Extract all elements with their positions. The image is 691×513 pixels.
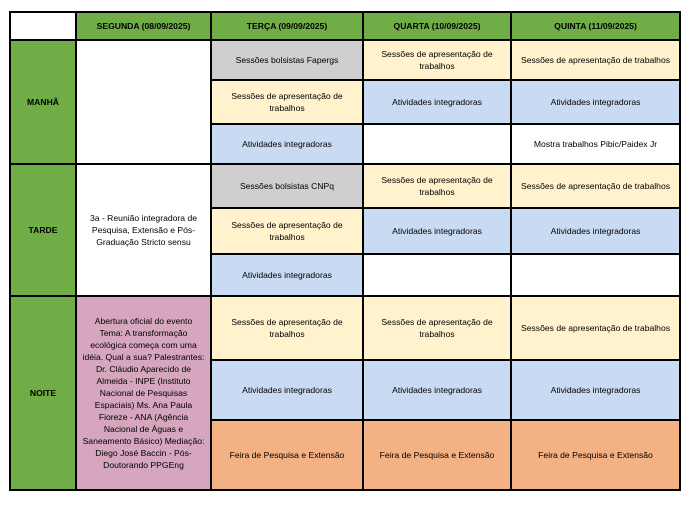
night-wednesday-1: Sessões de apresentação de trabalhos — [363, 296, 511, 360]
morning-tuesday-2: Sessões de apresentação de trabalhos — [211, 80, 363, 124]
afternoon-wednesday-1: Sessões de apresentação de trabalhos — [363, 164, 511, 208]
night-thursday-3: Feira de Pesquisa e Extensão — [511, 420, 680, 490]
afternoon-tuesday-3: Atividades integradoras — [211, 254, 363, 296]
afternoon-tuesday-2: Sessões de apresentação de trabalhos — [211, 208, 363, 254]
night-wednesday-2: Atividades integradoras — [363, 360, 511, 420]
header-wednesday: QUARTA (10/09/2025) — [363, 12, 511, 40]
night-tuesday-3: Feira de Pesquisa e Extensão — [211, 420, 363, 490]
period-night: NOITE — [10, 296, 76, 490]
period-morning: MANHÃ — [10, 40, 76, 164]
header-monday: SEGUNDA (08/09/2025) — [76, 12, 211, 40]
night-tuesday-1: Sessões de apresentação de trabalhos — [211, 296, 363, 360]
afternoon-tuesday-1: Sessões bolsistas CNPq — [211, 164, 363, 208]
table-row — [10, 40, 680, 80]
header-row — [10, 12, 680, 40]
morning-tuesday-3: Atividades integradoras — [211, 124, 363, 164]
afternoon-thursday-3 — [511, 254, 680, 296]
period-afternoon: TARDE — [10, 164, 76, 296]
morning-thursday-1: Sessões de apresentação de trabalhos — [511, 40, 680, 80]
morning-wednesday-2: Atividades integradoras — [363, 80, 511, 124]
night-thursday-2: Atividades integradoras — [511, 360, 680, 420]
morning-thursday-2: Atividades integradoras — [511, 80, 680, 124]
night-wednesday-3: Feira de Pesquisa e Extensão — [363, 420, 511, 490]
afternoon-wednesday-3 — [363, 254, 511, 296]
morning-tuesday-1: Sessões bolsistas Fapergs — [211, 40, 363, 80]
morning-wednesday-3 — [363, 124, 511, 164]
night-monday-cell: Abertura oficial do evento Tema: A transformação ecológica começa com uma idéia. Qual a sua? Palestrantes: Dr. Cláudio Aparecido de Almeida - INPE (Instituto Nacional de Pesquisas Espaciais) Ms. Ana Paula Fioreze - ANA (Agência Nacional de Águas e Saneamento Básico) Mediação: Diego José Baccin - Pós-Doutorando PPGEng — [76, 296, 211, 490]
header-thursday: QUINTA (11/09/2025) — [511, 12, 680, 40]
night-tuesday-2: Atividades integradoras — [211, 360, 363, 420]
afternoon-thursday-1: Sessões de apresentação de trabalhos — [511, 164, 680, 208]
header-tuesday: TERÇA (09/09/2025) — [211, 12, 363, 40]
schedule-table — [9, 11, 681, 491]
morning-wednesday-1: Sessões de apresentação de trabalhos — [363, 40, 511, 80]
afternoon-monday-cell: 3a - Reunião integradora de Pesquisa, Extensão e Pós-Graduação Stricto sensu — [76, 164, 211, 296]
afternoon-wednesday-2: Atividades integradoras — [363, 208, 511, 254]
morning-thursday-3: Mostra trabalhos Pibic/Paidex Jr — [511, 124, 680, 164]
table-row — [10, 296, 680, 360]
night-thursday-1: Sessões de apresentação de trabalhos — [511, 296, 680, 360]
morning-monday-cell — [76, 40, 211, 164]
afternoon-thursday-2: Atividades integradoras — [511, 208, 680, 254]
corner-cell — [10, 12, 76, 40]
table-row — [10, 164, 680, 208]
